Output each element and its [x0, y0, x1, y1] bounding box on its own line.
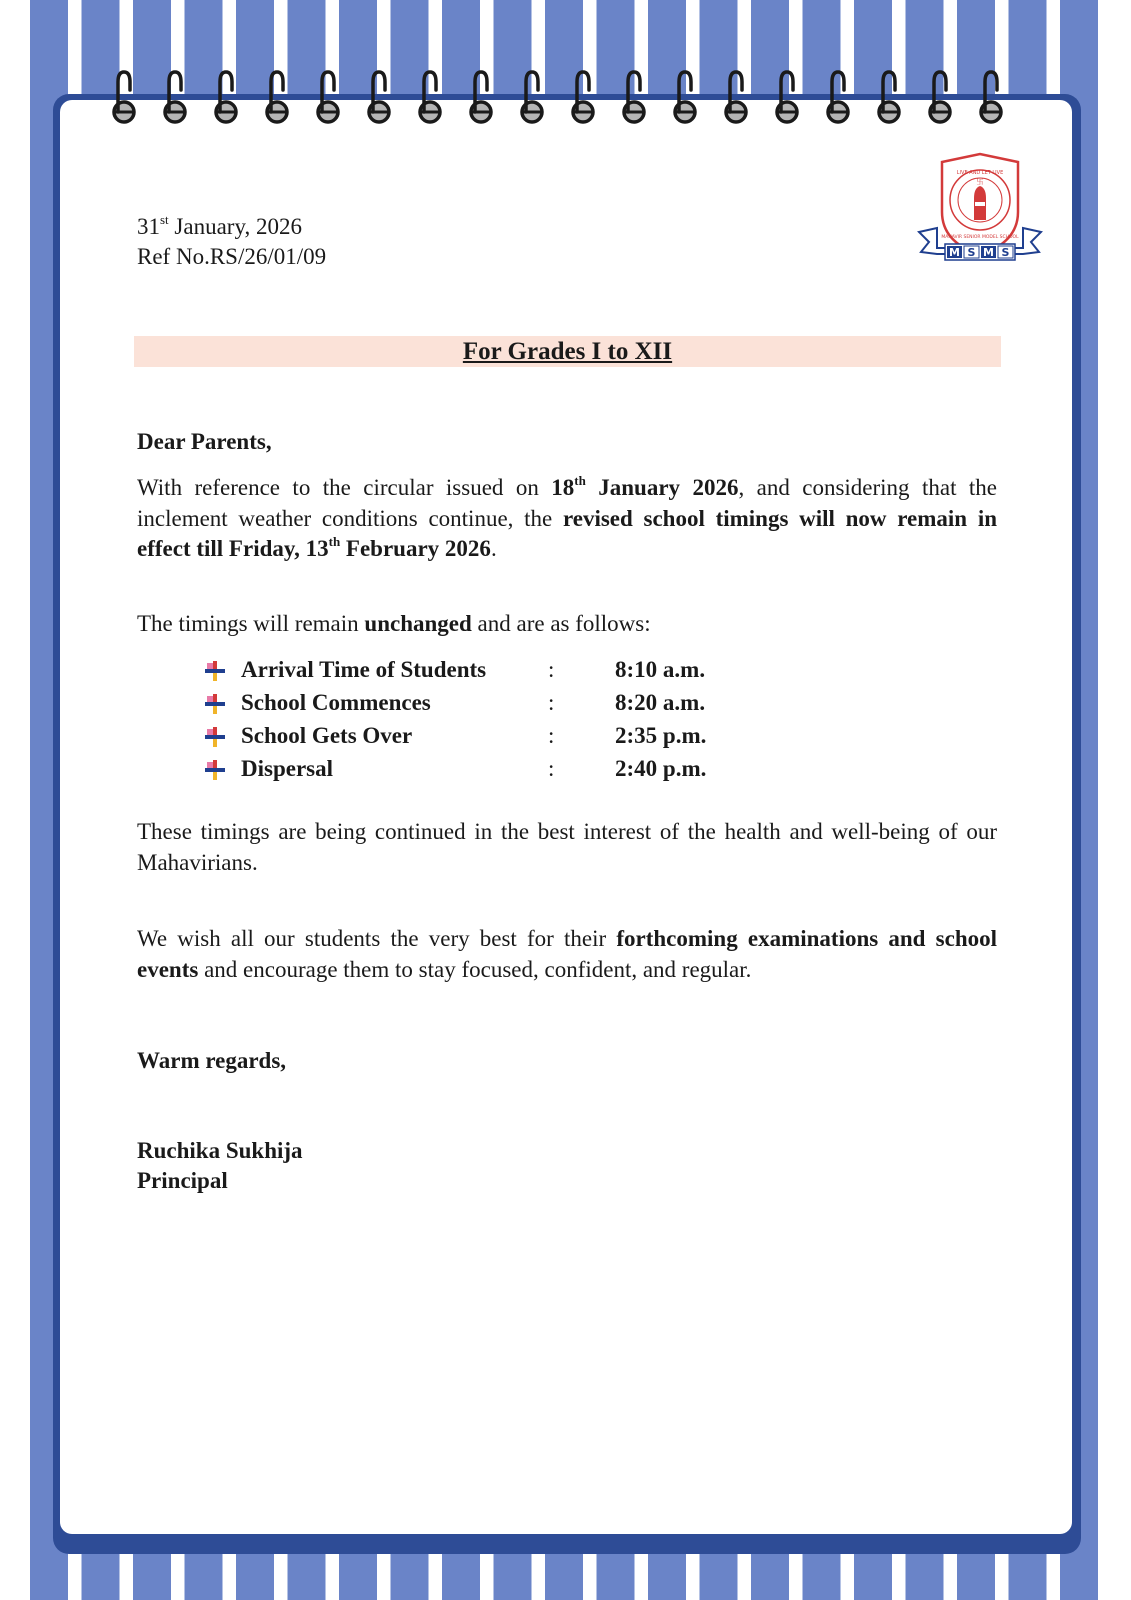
binding-ring — [471, 72, 491, 122]
timing-colon: : — [548, 657, 555, 682]
paragraph-best-wishes: We wish all our students the very best for their forthcoming examinations and school events and encourage them to stay focused, confident, and regular. — [137, 926, 997, 982]
timing-value: 8:20 a.m. — [615, 690, 706, 715]
grades-heading: For Grades I to XII — [462, 338, 673, 365]
binding-ring — [267, 72, 287, 122]
timing-label: Dispersal — [241, 756, 333, 781]
bullet-arrow-icon — [205, 727, 225, 747]
binding-ring — [624, 72, 644, 122]
date-reference-block — [137, 212, 326, 272]
svg-text:S: S — [1001, 246, 1010, 259]
binding-ring — [573, 72, 593, 122]
svg-text:M: M — [983, 246, 994, 259]
binding-ring — [114, 72, 134, 122]
binding-ring — [522, 72, 542, 122]
signer-name: Ruchika Sukhija — [137, 1138, 303, 1163]
salutation: Dear Parents, — [137, 429, 272, 454]
binding-ring — [420, 72, 440, 122]
logo-school-name: MAHAVIR SENIOR MODEL SCHOOL — [941, 235, 1019, 240]
logo-motto: LIVE AND LET LIVE — [956, 170, 1004, 176]
timing-colon: : — [548, 756, 555, 781]
bullet-arrow-icon — [205, 661, 225, 681]
binding-ring — [216, 72, 236, 122]
paragraph-circular-reference: With reference to the circular issued on 18th January 2026, and considering that the inclement weather conditions continue, the revised school timings will now remain in effect till Friday, 13th February 2026. — [137, 473, 997, 561]
timing-value: 2:35 p.m. — [615, 723, 707, 748]
svg-text:S: S — [967, 246, 976, 259]
binding-ring — [165, 72, 185, 122]
school-logo — [915, 150, 1045, 275]
bullet-arrow-icon — [205, 760, 225, 780]
timing-colon: : — [548, 723, 555, 748]
closing-regards: Warm regards, — [137, 1048, 287, 1073]
letter-date: 31st January, 2026 — [137, 212, 302, 239]
binding-ring — [930, 72, 950, 122]
timing-label: School Gets Over — [241, 723, 413, 748]
binding-ring — [828, 72, 848, 122]
grades-heading-band — [134, 336, 1001, 367]
signature-block — [137, 1136, 303, 1196]
binding-ring — [369, 72, 389, 122]
timing-label: Arrival Time of Students — [241, 657, 487, 682]
paragraph-timings-intro: The timings will remain unchanged and are as follows: — [137, 611, 651, 636]
binding-ring — [726, 72, 746, 122]
timing-colon: : — [548, 690, 555, 715]
binding-ring — [318, 72, 338, 122]
binding-ring — [879, 72, 899, 122]
spiral-binding — [0, 0, 1131, 140]
timing-label: School Commences — [241, 690, 431, 715]
binding-ring — [675, 72, 695, 122]
svg-text:M: M — [949, 246, 960, 259]
binding-ring — [981, 72, 1001, 122]
timing-value: 2:40 p.m. — [615, 756, 707, 781]
svg-text:卐: 卐 — [976, 178, 984, 186]
signer-title: Principal — [137, 1168, 228, 1193]
paragraph-wellbeing: These timings are being continued in the best interest of the health and well-being of our Mahavirians. — [137, 819, 997, 875]
timing-value: 8:10 a.m. — [615, 657, 706, 682]
bullet-arrow-icon — [205, 694, 225, 714]
reference-number: Ref No.RS/26/01/09 — [137, 244, 327, 269]
binding-ring — [777, 72, 797, 122]
